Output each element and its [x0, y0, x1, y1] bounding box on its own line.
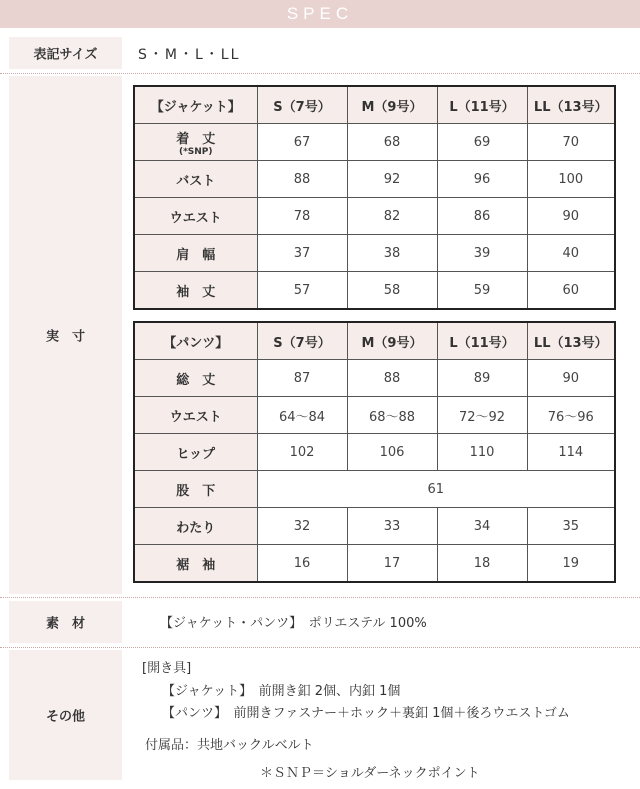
- table-cell: 38: [347, 235, 437, 272]
- size-col-l: L（11号）: [437, 86, 527, 124]
- table-row: [134, 397, 615, 434]
- table-cell: 106: [347, 434, 437, 471]
- table-cell: 72〜92: [437, 397, 527, 434]
- table-row: [134, 471, 615, 508]
- table-cell: 32: [257, 508, 347, 545]
- other-label-cell: [9, 650, 122, 780]
- pants-closure: 【パンツ】 前開きファスナー＋ホック＋裏釦 1個＋後ろウエストゴム: [162, 706, 570, 721]
- table-row: [134, 272, 615, 310]
- jacket-closure: 【ジャケット】 前開き釦 2個、内釦 1個: [162, 684, 401, 699]
- table-cell: 92: [347, 161, 437, 198]
- table-cell: 90: [527, 360, 615, 397]
- table-cell: 86: [437, 198, 527, 235]
- row-label: ヒップ: [134, 434, 257, 471]
- pants-table: [133, 321, 616, 583]
- table-header-row: [134, 322, 615, 360]
- divider: [0, 597, 640, 598]
- row-label: 袖 丈: [134, 272, 257, 310]
- table-cell: 88: [257, 161, 347, 198]
- pants-table-title: 【パンツ】: [134, 322, 257, 360]
- material-label: 素 材: [45, 616, 85, 632]
- table-cell: 33: [347, 508, 437, 545]
- table-cell: 82: [347, 198, 437, 235]
- size-col-l: L（11号）: [437, 322, 527, 360]
- table-cell: 39: [437, 235, 527, 272]
- table-cell: 76〜96: [527, 397, 615, 434]
- table-row: [134, 235, 615, 272]
- table-cell: 59: [437, 272, 527, 310]
- size-col-s: S（7号）: [257, 86, 347, 124]
- jacket-table-title: 【ジャケット】: [134, 86, 257, 124]
- table-header-row: [134, 86, 615, 124]
- table-cell: 88: [347, 360, 437, 397]
- table-cell: 60: [527, 272, 615, 310]
- accessory: 付属品：共地バックルベルト: [145, 738, 314, 753]
- table-cell: 87: [257, 360, 347, 397]
- table-cell: 16: [257, 545, 347, 583]
- table-cell: 89: [437, 360, 527, 397]
- row-label: [134, 124, 257, 161]
- material-label-cell: [9, 601, 122, 643]
- row-label: 股 下: [134, 471, 257, 508]
- jacket-table: [133, 85, 616, 310]
- table-cell: 17: [347, 545, 437, 583]
- row-label-text: 着 丈: [176, 131, 216, 147]
- snp-note: ＊ＳＮＰ＝ショルダーネックポイント: [260, 766, 480, 781]
- closure-title: [開き具]: [142, 661, 192, 676]
- table-cell: 102: [257, 434, 347, 471]
- row-label: ウエスト: [134, 198, 257, 235]
- table-cell: 37: [257, 235, 347, 272]
- table-row: [134, 434, 615, 471]
- row-label-sub: (*SNP): [178, 146, 213, 157]
- table-row: [134, 508, 615, 545]
- size-col-m: M（9号）: [347, 322, 437, 360]
- spec-title: SPEC: [286, 4, 354, 23]
- divider: [0, 647, 640, 648]
- table-cell: 57: [257, 272, 347, 310]
- table-cell: 78: [257, 198, 347, 235]
- merged-cell: 61: [257, 471, 615, 508]
- table-cell: 40: [527, 235, 615, 272]
- row-label: 肩 幅: [134, 235, 257, 272]
- measure-label: 実 寸: [45, 329, 85, 345]
- row-label: 裾 袖: [134, 545, 257, 583]
- table-row: [134, 124, 615, 161]
- spec-header: [0, 0, 640, 28]
- size-col-m: M（9号）: [347, 86, 437, 124]
- table-cell: 114: [527, 434, 615, 471]
- table-cell: 70: [527, 124, 615, 161]
- table-row: [134, 198, 615, 235]
- table-cell: 68〜88: [347, 397, 437, 434]
- size-col-s: S（7号）: [257, 322, 347, 360]
- table-cell: 19: [527, 545, 615, 583]
- table-cell: 35: [527, 508, 615, 545]
- size-value: S・M・L・LL: [138, 47, 241, 63]
- other-label: その他: [45, 709, 85, 725]
- row-label: 総 丈: [134, 360, 257, 397]
- table-cell: 64〜84: [257, 397, 347, 434]
- row-label: わたり: [134, 508, 257, 545]
- size-col-ll: LL（13号）: [527, 322, 615, 360]
- table-cell: 58: [347, 272, 437, 310]
- measure-label-cell: [9, 76, 122, 594]
- table-cell: 69: [437, 124, 527, 161]
- table-row: [134, 360, 615, 397]
- row-label: バスト: [134, 161, 257, 198]
- size-label-cell: [9, 37, 122, 69]
- row-label: ウエスト: [134, 397, 257, 434]
- table-cell: 110: [437, 434, 527, 471]
- table-row: [134, 545, 615, 583]
- table-cell: 68: [347, 124, 437, 161]
- table-row: [134, 161, 615, 198]
- divider: [0, 73, 640, 74]
- table-cell: 18: [437, 545, 527, 583]
- table-cell: 90: [527, 198, 615, 235]
- size-row: [9, 37, 631, 69]
- size-col-ll: LL（13号）: [527, 86, 615, 124]
- table-cell: 96: [437, 161, 527, 198]
- size-label: 表記サイズ: [33, 47, 98, 63]
- table-cell: 34: [437, 508, 527, 545]
- material-value: 【ジャケット・パンツ】 ポリエステル 100%: [160, 616, 427, 631]
- table-cell: 100: [527, 161, 615, 198]
- table-cell: 67: [257, 124, 347, 161]
